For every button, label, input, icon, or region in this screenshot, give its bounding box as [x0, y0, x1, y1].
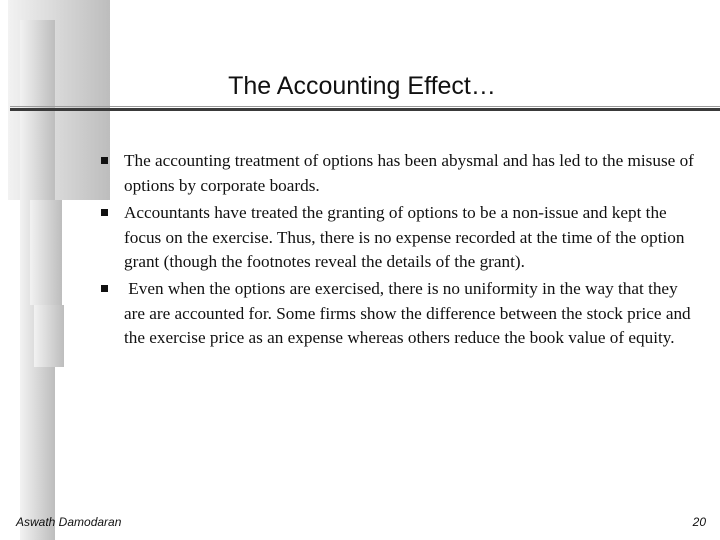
square-bullet-icon [101, 157, 108, 164]
square-bullet-icon [101, 285, 108, 292]
title-divider [10, 106, 720, 107]
bullet-text: Even when the options are exercised, there is no uniformity in the way that they are are accounted for. Some firms show the difference between the stock price and the exercise price as an expense whereas others reduce the book value of equity. [124, 278, 695, 348]
bullet-text: The accounting treatment of options has been abysmal and has led to the misuse of options by corporate boards. [124, 151, 694, 195]
decor-bar [30, 200, 62, 305]
decor-bar [34, 305, 64, 367]
bullet-item [96, 201, 696, 275]
bullet-text: Accountants have treated the granting of options to be a non-issue and kept the focus on the exercise. Thus, there is no expense recorded at the time of the option grant (though the footnotes reveal the details of the grant). [124, 203, 685, 272]
square-bullet-icon [101, 209, 108, 216]
slide-title: The Accounting Effect… [228, 72, 496, 100]
footer-author: Aswath Damodaran [16, 515, 122, 529]
bullet-list [96, 149, 696, 351]
bullet-item [96, 277, 696, 351]
bullet-item [96, 149, 696, 198]
page-number: 20 [692, 515, 706, 529]
title-divider-thick [10, 108, 720, 111]
